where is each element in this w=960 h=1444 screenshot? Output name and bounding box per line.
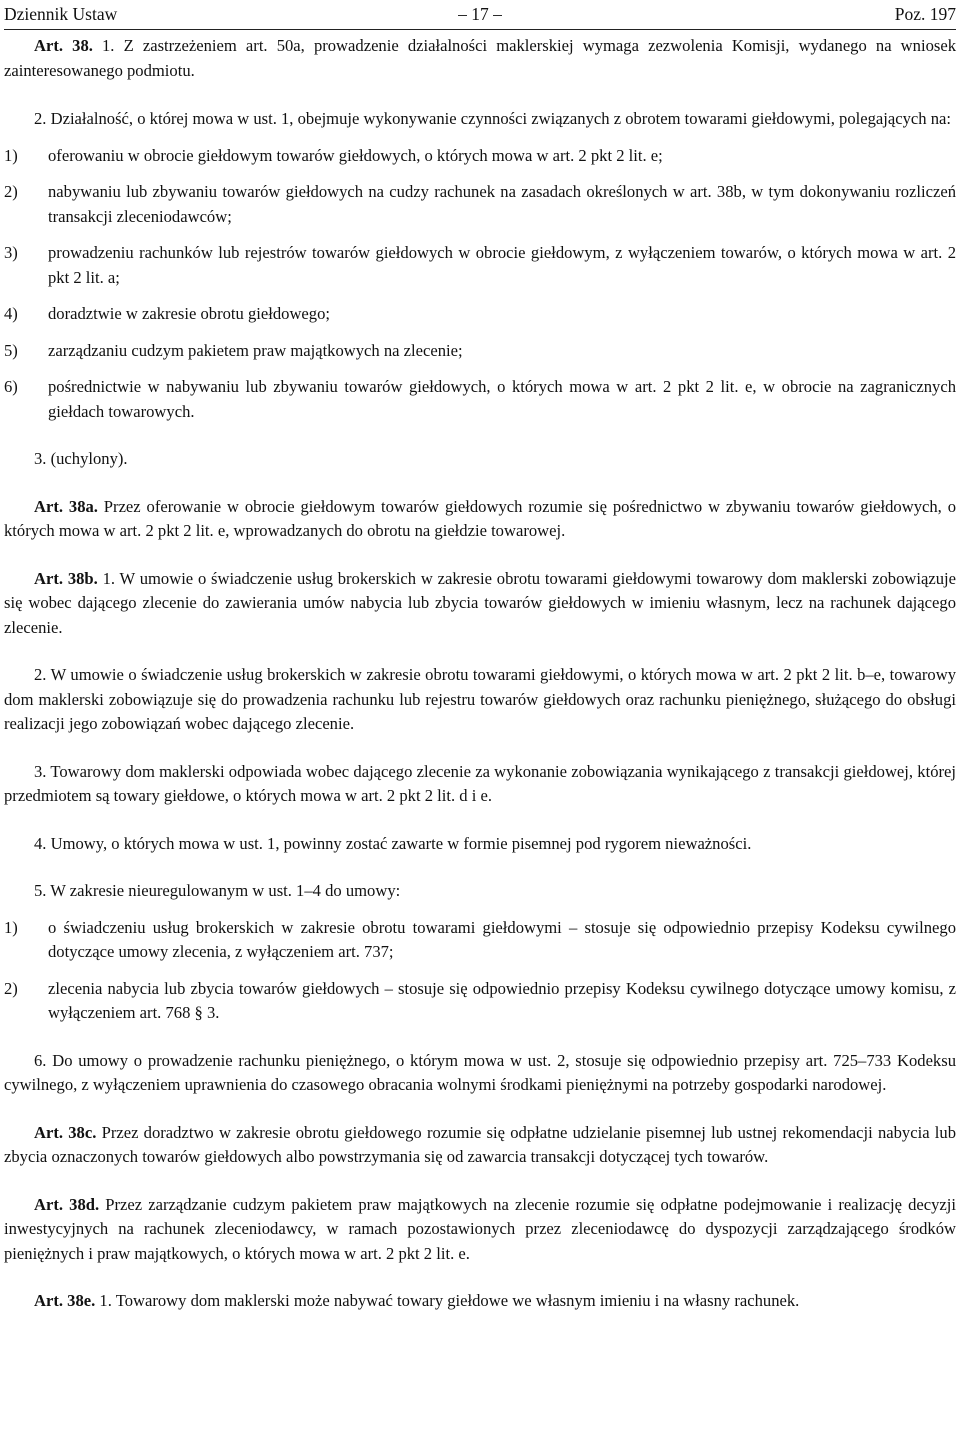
list-item: 3) prowadzeniu rachunków lub rejestrów towarów giełdowych w obrocie giełdowym, z wyłączeniem towarów, o których mowa w art. 2 pkt 2 lit. a; — [4, 243, 956, 287]
page-number: – 17 – — [458, 4, 502, 24]
art-38c: Art. 38c. Przez doradztwo w zakresie obrotu giełdowego rozumie się odpłatne udzielanie pisemnej lub ustnej rekomendacji nabycia lub zbycia oznaczonych towarów giełdowych albo powstrzymania się od zawarcia transakcji dotyczącej tych towarów. — [4, 1122, 957, 1166]
article-label: Art. 38c. — [34, 1122, 97, 1142]
art-38d: Art. 38d. Przez zarządzanie cudzym pakietem praw majątkowych na zlecenie rozumie się odpłatne podejmowanie i realizację decyzji inwestycyjnych na rachunek zleceniodawcy, w ramach pozostawionych przez zleceniodawcę do dyspozycji zarządzającego środków pieniężnych i praw majątkowych, o których mowa w art. 2 pkt 2 lit. e. — [4, 1194, 956, 1263]
art-38b-paragraph-2: 2. W umowie o świadczenie usług brokerskich w zakresie obrotu towarami giełdowymi, o których mowa w art. 2 pkt 2 lit. b–e, towarowy dom maklerski zobowiązuje się do prowadzenia rachunku lub rejestru towarów giełdowych oraz rachunku pieniężnego, służącego do obsługi realizacji jego zobowiązań wobec dającego zlecenie. — [4, 665, 956, 733]
list-item: 1) oferowaniu w obrocie giełdowym towarów giełdowych, o których mowa w art. 2 pkt 2 lit. e; — [4, 145, 663, 165]
list-item: 2) nabywaniu lub zbywaniu towarów giełdowych na cudzy rachunek na zasadach określonych w art. 38b, w tym dokonywaniu rozliczeń transakcji zleceniodawców; — [4, 182, 956, 226]
article-label: Art. 38d. — [34, 1194, 100, 1214]
art-38a: Art. 38a. Przez oferowanie w obrocie giełdowym towarów giełdowych rozumie się pośrednictwo w zbywaniu towarów giełdowych, o których mowa w art. 2 pkt 2 lit. e, wprowadzanych do obrotu na giełdzie towarowej. — [4, 496, 956, 540]
list-item: 2) zlecenia nabycia lub zbycia towarów giełdowych – stosuje się odpowiednio przepisy Kodeksu cywilnego dotyczące umowy komisu, z wyłączeniem art. 768 § 3. — [4, 978, 956, 1022]
art-38b-paragraph-6: 6. Do umowy o prowadzenie rachunku pieniężnego, o którym mowa w ust. 2, stosuje się odpowiednio przepisy art. 725–733 Kodeksu cywilnego, z wyłączeniem uprawnienia do czasowego obracania wolnymi środkami pieniężnymi na potrzeby gospodarki narodowej. — [4, 1050, 956, 1094]
list-item: 6) pośrednictwie w nabywaniu lub zbywaniu towarów giełdowych, o których mowa w art. 2 pkt 2 lit. e, w obrocie na zagranicznych giełdach towarowych. — [4, 377, 956, 421]
header-rule — [4, 29, 956, 30]
art-38-paragraph-1: Art. 38. 1. Z zastrzeżeniem art. 50a, prowadzenie działalności maklerskiej wymaga zezwolenia Komisji, wydanego na wniosek zainteresowanego podmiotu. — [4, 36, 956, 80]
document-body — [4, 34, 956, 1314]
art-38-paragraph-2: 2. Działalność, o której mowa w ust. 1, obejmuje wykonywanie czynności związanych z obrotem towarami giełdowymi, polegających na: — [34, 109, 951, 128]
journal-title: Dziennik Ustaw — [4, 4, 118, 24]
art-38-paragraph-3: 3. (uchylony). — [34, 449, 128, 468]
article-label: Art. 38. — [34, 36, 93, 55]
art-38b-paragraph-3: 3. Towarowy dom maklerski odpowiada wobec dającego zlecenie za wykonanie zobowiązania wynikającego z transakcji giełdowej, której przedmiotem są towary giełdowe, o których mowa w art. 2 pkt 2 lit. d i e. — [4, 761, 956, 805]
art-38b-paragraph-5: 5. W zakresie nieuregulowanym w ust. 1–4 do umowy: — [34, 881, 401, 900]
article-label: Art. 38e. — [34, 1291, 96, 1310]
page-header — [4, 0, 956, 28]
list-item: 4) doradztwie w zakresie obrotu giełdowego; — [4, 304, 330, 323]
art-38b-paragraph-1: Art. 38b. 1. W umowie o świadczenie usług brokerskich w zakresie obrotu towarami giełdowymi towarowy dom maklerski zobowiązuje się wobec dającego zlecenie do zawierania umów nabycia lub zbycia towarów giełdowych w imieniu własnym, lecz na rachunek dającego zlecenie. — [4, 568, 956, 637]
art-38e: Art. 38e. 1. Towarowy dom maklerski może nabywać towary giełdowe we własnym imieniu i na własny rachunek. — [34, 1291, 800, 1310]
position-number: Poz. 197 — [894, 4, 956, 24]
article-label: Art. 38a. — [34, 496, 98, 516]
list-item: 5) zarządzaniu cudzym pakietem praw majątkowych na zlecenie; — [4, 340, 463, 360]
list-item: 1) o świadczeniu usług brokerskich w zakresie obrotu towarami giełdowymi – stosuje się odpowiednio przepisy Kodeksu cywilnego dotyczące umowy zlecenia, z wyłączeniem art. 737; — [4, 917, 956, 961]
art-38b-paragraph-4: 4. Umowy, o których mowa w ust. 1, powinny zostać zawarte w formie pisemnej pod rygorem nieważności. — [34, 833, 752, 853]
article-label: Art. 38b. — [34, 568, 98, 588]
